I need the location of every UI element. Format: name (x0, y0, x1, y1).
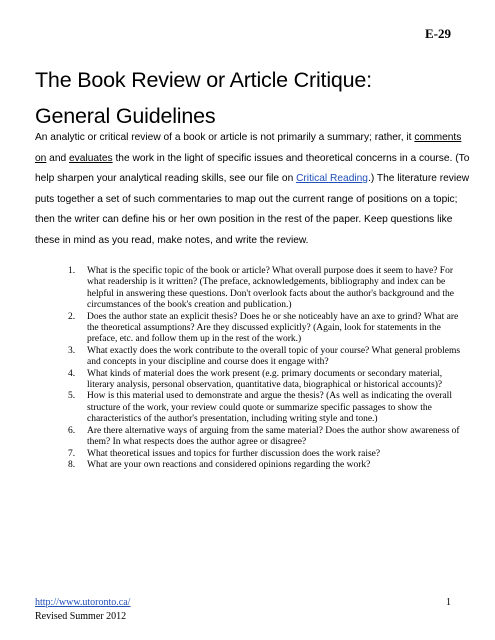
question-item (68, 426, 470, 449)
intro-evaluates: evaluates (69, 152, 113, 164)
intro-paragraph (35, 128, 475, 251)
question-item (68, 346, 470, 369)
question-number: 5. (68, 391, 76, 402)
intro-comments-on: comments on (35, 132, 462, 164)
questions-list (68, 266, 470, 471)
intro-text-3: the work in the light of specific issues and theoretical concerns in a course. (To help sharpen your analytical reading skills, see our file on (35, 152, 470, 184)
footer-url-link[interactable]: http://www.utoronto.ca/ (35, 597, 131, 608)
page-title (35, 62, 372, 134)
question-text: How is this material used to demonstrate and argue the thesis? (As well as indicating the overall structure of the work, your review could quote or summarize specific passages to show the characteristics of the author's presentation, including writing style and tone.) (87, 391, 452, 425)
question-text: What is the specific topic of the book or article? What overall purpose does it seem to have? For what readership is it written? (The preface, acknowledgements, bibliography and index can be helpful in answering these questions. Don't overlook facts about the author's background and the circumstances of the book's creation and publication.) (87, 266, 454, 311)
question-number: 8. (68, 459, 76, 470)
page-code: E-29 (425, 26, 451, 41)
question-number: 1. (68, 266, 76, 276)
question-number: 4. (68, 368, 76, 379)
question-item (68, 391, 470, 425)
intro-text-1: An analytic or critical review of a book or article is not primarily a summary; rather, it (35, 132, 415, 143)
critical-reading-link[interactable]: Critical Reading (296, 173, 368, 184)
question-text: What exactly does the work contribute to the overall topic of your course? What general problems and concepts in your discipline and course does it engage with? (87, 345, 461, 368)
question-text: What are your own reactions and considered opinions regarding the work? (87, 459, 371, 470)
question-number: 6. (68, 425, 76, 436)
intro-text-2: and (46, 152, 70, 164)
question-text: Are there alternative ways of arguing from the same material? Does the author show awareness of them? In what respects does the author agree or disagree? (87, 425, 460, 448)
question-item (68, 312, 470, 346)
question-item (68, 460, 470, 471)
question-number: 2. (68, 311, 76, 322)
title-line-1: The Book Review or Article Critique: (35, 68, 372, 92)
question-text: What theoretical issues and topics for further discussion does the work raise? (87, 448, 381, 459)
page-number: 1 (446, 597, 451, 608)
footer-revised: Revised Summer 2012 (35, 611, 127, 622)
question-number: 7. (68, 448, 76, 459)
title-line-2: General Guidelines (35, 104, 216, 128)
question-item (68, 266, 470, 312)
intro-text-4: .) The literature review puts together a set of such commentaries to map out the current range of positions on a topic; then the writer can define his or her own position in the rest of the paper. Keep questions like these in mind as you read, make notes, and write the review. (35, 173, 470, 246)
question-item (68, 449, 470, 460)
question-text: What kinds of material does the work present (e.g. primary documents or secondary material, literary analysis, personal observation, quantitative data, biographical or historical accounts)? (87, 368, 443, 391)
question-text: Does the author state an explicit thesis? Does he or she noticeably have an axe to grind? What are the theoretical assumptions? Are they discussed explicitly? (Again, look for statements in the preface, etc. and follow them up in the rest of the work.) (87, 311, 459, 345)
question-item (68, 369, 470, 392)
question-number: 3. (68, 345, 76, 356)
